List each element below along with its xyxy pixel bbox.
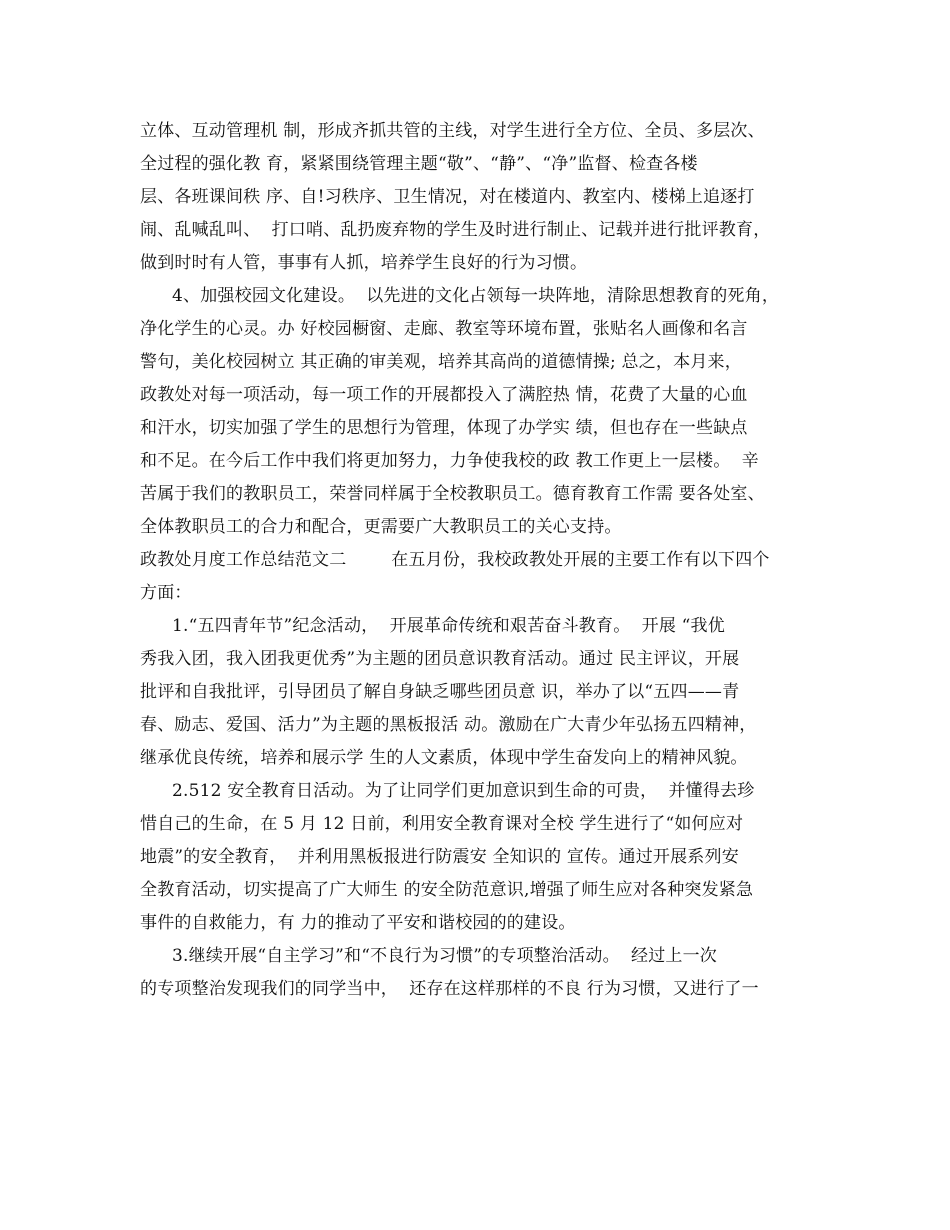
text-line: 净化学生的心灵。办 好校园橱窗、走廊、教室等环境布置，张贴名人画像和名言 [140,319,748,339]
text-line: 秀我入团，我入团我更优秀”为主题的团员意识教育活动。通过 民主评议，开展 [140,649,740,669]
text-line: 全教育活动，切实提高了广大师生 的安全防范意识,增强了师生应对各种突发紧急 [140,880,754,900]
text-line: 继承优良传统，培养和展示学 生的人文素质，体现中学生奋发向上的精神风貌。 [140,748,748,768]
text-line: 4、加强校园文化建设。 以先进的文化占领每一块阵地，清除思想教育的死角， [172,286,780,306]
text-line: 全过程的强化教 育，紧紧围绕管理主题“敬”、“静”、“净”监督、检查各楼 [140,154,698,174]
text-line: 3.继续开展“自主学习”和“不良行为习惯”的专项整治活动。 经过上一次 [172,946,717,966]
text-line: 批评和自我批评，引导团员了解自身缺乏哪些团员意 识，举办了以“五四——青 [140,682,740,702]
text-line: 1.“五四青年节”纪念活动， 开展革命传统和艰苦奋斗教育。 开展 “我优 [172,616,725,636]
text-line: 惜自己的生命，在 5 月 12 日前，利用安全教育课对全校 学生进行了“如何应对 [140,814,744,834]
text-line: 和汗水，切实加强了学生的思想行为管理，体现了办学实 绩，但也存在一些缺点 [140,418,748,438]
text-line: 层、各班课间秩 序、自!习秩序、卫生情况，对在楼道内、教室内、楼梯上追逐打 [140,187,755,207]
text-line: 2.512 安全教育日活动。为了让同学们更加意识到生命的可贵， 并懂得去珍 [172,781,755,801]
text-line: 春、励志、爱国、活力”为主题的黑板报活 动。激励在广大青少年弘扬五四精神， [140,715,757,735]
text-line: 警句，美化校园树立 其正确的审美观，培养其高尚的道德情操; 总之，本月来， [140,352,742,372]
text-line: 政教处对每一项活动，每一项工作的开展都投入了满腔热 情，花费了大量的心血 [140,385,748,405]
text-line: 立体、互动管理机 制，形成齐抓共管的主线，对学生进行全方位、全员、多层次、 [140,121,765,141]
section-heading-line: 政教处月度工作总结范文二 在五月份，我校政教处开展的主要工作有以下四个 [140,550,770,570]
text-line: 全体教职员工的合力和配合，更需要广大教职员工的关心支持。 [140,517,622,537]
text-line: 和不足。在今后工作中我们将更加努力，力争使我校的政 教工作更上一层楼。 辛 [140,451,759,471]
text-line: 方面： [140,583,192,603]
text-line: 做到时时有人管，事事有人抓，培养学生良好的行为习惯。 [140,253,588,273]
text-line: 苦属于我们的教职员工，荣誉同样属于全校教职员工。德育教育工作需 要各处室、 [140,484,765,504]
text-line: 地震”的安全教育， 并利用黑板报进行防震安 全知识的 宣传。通过开展系列安 [140,847,739,867]
text-line: 闹、乱喊乱叫、 打口哨、乱扔废弃物的学生及时进行制止、记载并进行批评教育， [140,220,771,240]
text-line: 的专项整治发现我们的同学当中， 还存在这样那样的不良 行为习惯，又进行了一 [140,979,759,999]
text-line: 事件的自救能力，有 力的推动了平安和谐校园的的建设。 [140,913,576,933]
